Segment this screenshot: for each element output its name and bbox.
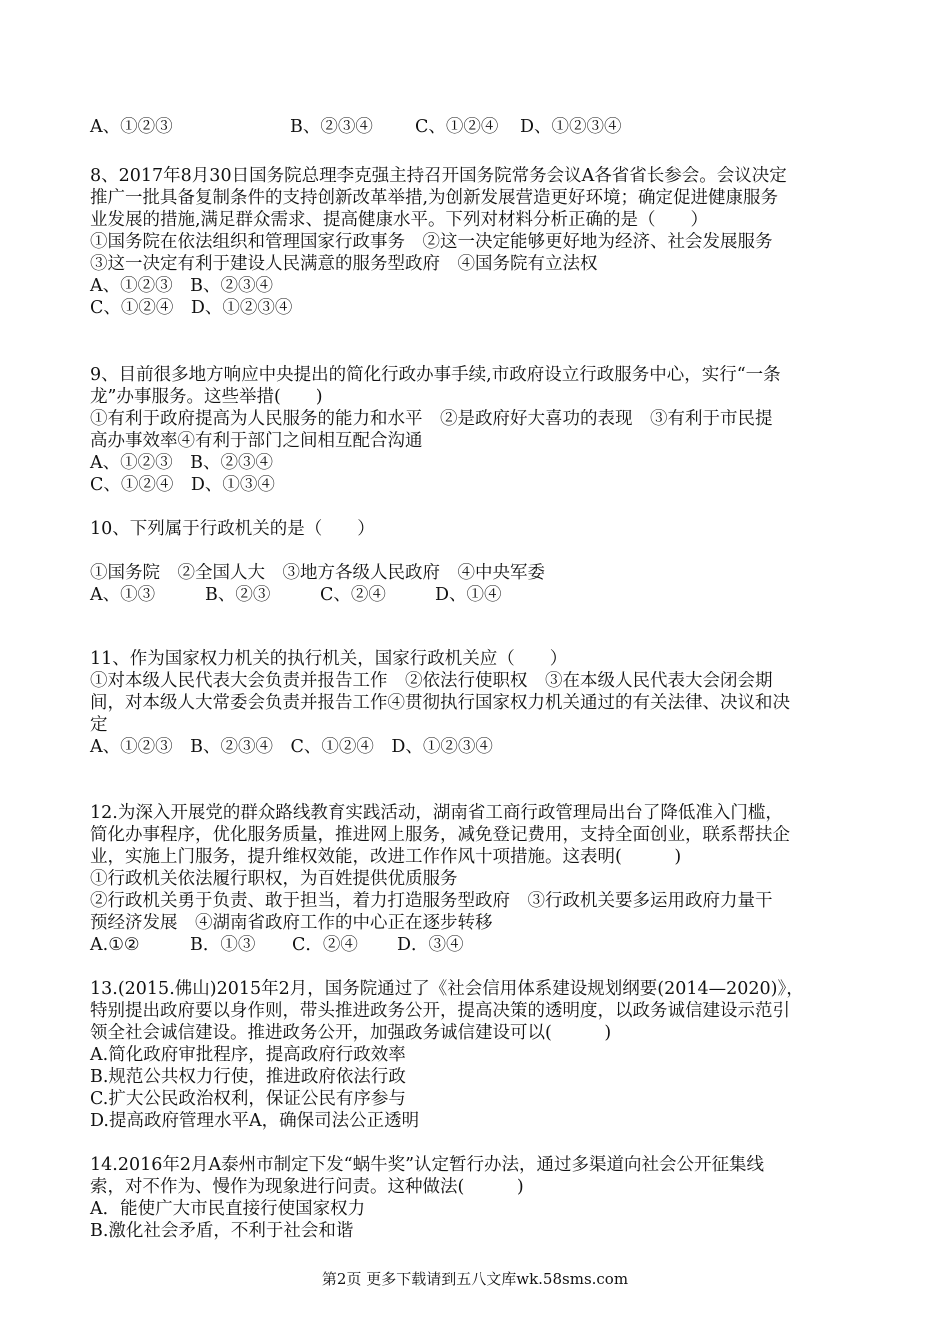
q10-option-b: B、②③ bbox=[205, 585, 271, 605]
q9-line: A、①②③ B、②③④ bbox=[90, 453, 273, 473]
q11-line: A、①②③ B、②③④ C、①②④ D、①②③④ bbox=[90, 737, 493, 757]
q9-line: 高办事效率④有利于部门之间相互配合沟通 bbox=[90, 431, 423, 451]
q9-line: ①有利于政府提高为人民服务的能力和水平 ②是政府好大喜功的表现 ③有利于市民提 bbox=[90, 409, 773, 429]
q7-options bbox=[90, 116, 622, 138]
q8-line: 推广一批具备复制条件的支持创新改革举措,为创新发展营造更好环境；确定促进健康服务 bbox=[90, 188, 779, 208]
q13-line: A.简化政府审批程序，提高政府行政效率 bbox=[90, 1045, 406, 1065]
q8-line: 业发展的措施,满足群众需求、提高健康水平。下列对材料分析正确的是（ ） bbox=[90, 210, 709, 230]
q14-line: 14.2016年2月A泰州市制定下发“蜗牛奖”认定暂行办法，通过多渠道向社会公开征集线 bbox=[90, 1155, 765, 1175]
q11-line: ①对本级人民代表大会负责并报告工作 ②依法行使职权 ③在本级人民代表大会闭会期 bbox=[90, 671, 773, 691]
q10-stem: 10、下列属于行政机关的是（ ） bbox=[90, 519, 375, 539]
q13-line: D.提高政府管理水平A，确保司法公正透明 bbox=[90, 1111, 420, 1131]
q9-line: 龙”办事服务。这些举措( ) bbox=[90, 387, 323, 407]
q12-options bbox=[90, 934, 464, 956]
q12-line: 12.为深入开展党的群众路线教育实践活动，湖南省工商行政管理局出台了降低准入门槛， bbox=[90, 803, 783, 823]
q7-option-a: A、①②③ bbox=[90, 117, 173, 137]
q9-line: 9、目前很多地方响应中央提出的简化行政办事手续,市政府设立行政服务中心，实行“一条 bbox=[90, 365, 781, 385]
q8-line: 8、2017年8月30日国务院总理李克强主持召开国务院常务会议A各省省长参会。会议决定 bbox=[90, 166, 787, 186]
q9-line: C、①②④ D、①③④ bbox=[90, 475, 275, 495]
q12-line: ②行政机关勇于负责、敢于担当，着力打造服务型政府 ③行政机关要多运用政府力量干 bbox=[90, 891, 773, 911]
q11-line: 间，对本级人大常委会负责并报告工作④贯彻执行国家权力机关通过的有关法律、决议和决 bbox=[90, 693, 790, 713]
q7-option-c: C、①②④ bbox=[415, 117, 499, 137]
q12-option-b: B．①③ bbox=[190, 935, 256, 955]
q12-line: ①行政机关依法履行职权，为百姓提供优质服务 bbox=[90, 869, 458, 889]
q13-line: 特别提出政府要以身作则，带头推进政务公开，提高决策的透明度，以政务诚信建设示范引 bbox=[90, 1001, 790, 1021]
q12-line: 简化办事程序，优化服务质量，推进网上服务，减免登记费用，支持全面创业，联系帮扶企 bbox=[90, 825, 790, 845]
q12-option-a: A.①② bbox=[90, 935, 140, 955]
q7-option-b: B、②③④ bbox=[290, 117, 373, 137]
q8-line: C、①②④ D、①②③④ bbox=[90, 298, 293, 318]
q13-line: B.规范公共权力行使，推进政府依法行政 bbox=[90, 1067, 406, 1087]
q12-line: 业，实施上门服务，提升维权效能，改进工作作风十项措施。这表明( ) bbox=[90, 847, 682, 867]
q13-line: 领全社会诚信建设。推进政务公开，加强政务诚信建设可以( ) bbox=[90, 1023, 612, 1043]
q7-option-d: D、①②③④ bbox=[520, 117, 622, 137]
q14-line: B.激化社会矛盾，不利于社会和谐 bbox=[90, 1221, 354, 1241]
q10-options bbox=[90, 584, 502, 606]
q8-line: ③这一决定有利于建设人民满意的服务型政府 ④国务院有立法权 bbox=[90, 254, 598, 274]
q12-line: 预经济发展 ④湖南省政府工作的中心正在逐步转移 bbox=[90, 913, 493, 933]
q13-line: 13.(2015.佛山)2015年2月，国务院通过了《社会信用体系建设规划纲要(2014—2020)》， bbox=[90, 979, 804, 999]
q8-line: ①国务院在依法组织和管理国家行政事务 ②这一决定能够更好地为经济、社会发展服务 bbox=[90, 232, 773, 252]
q12-option-d: D．③④ bbox=[397, 935, 464, 955]
page-footer: 第2页 更多下载请到五八文库wk.58sms.com bbox=[321, 1270, 629, 1288]
q14-line: 索，对不作为、慢作为现象进行问责。这种做法( ) bbox=[90, 1177, 524, 1197]
q8-line: A、①②③ B、②③④ bbox=[90, 276, 273, 296]
q11-line: 11、作为国家权力机关的执行机关，国家行政机关应（ ） bbox=[90, 649, 568, 669]
q12-option-c: C．②④ bbox=[292, 935, 358, 955]
q10-option-a: A、①③ bbox=[90, 585, 156, 605]
q11-line: 定 bbox=[90, 715, 108, 735]
q10-option-d: D、①④ bbox=[435, 585, 502, 605]
q14-line: A．能使广大市民直接行使国家权力 bbox=[90, 1199, 366, 1219]
q10-items: ①国务院 ②全国人大 ③地方各级人民政府 ④中央军委 bbox=[90, 563, 545, 583]
q13-line: C.扩大公民政治权利，保证公民有序参与 bbox=[90, 1089, 406, 1109]
q10-option-c: C、②④ bbox=[320, 585, 386, 605]
